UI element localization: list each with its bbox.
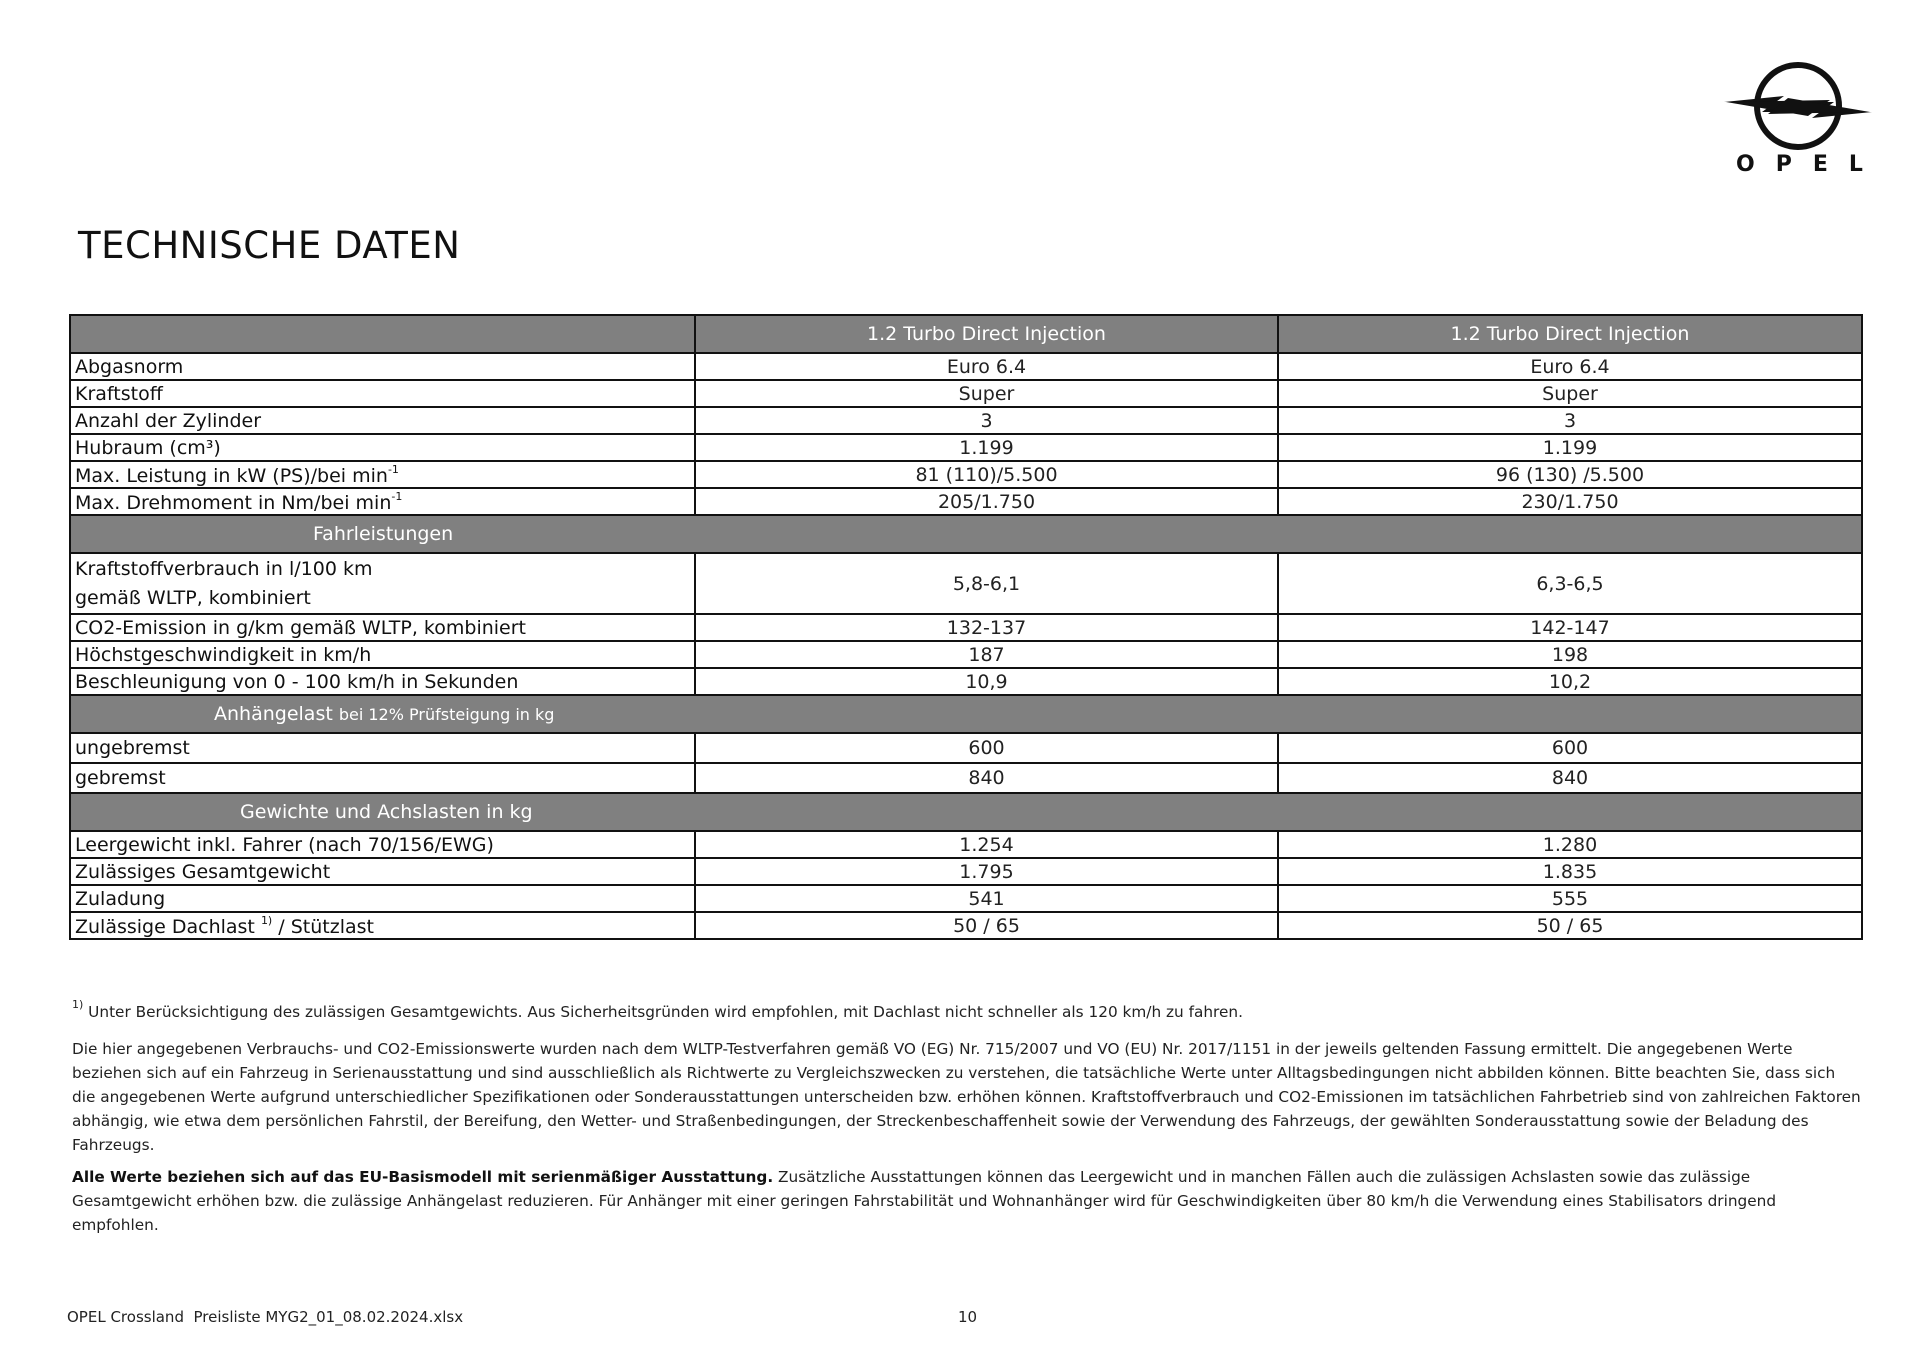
cell-value: 10,2 — [1278, 668, 1862, 695]
row-label — [70, 553, 695, 614]
cell-value: 10,9 — [695, 668, 1278, 695]
cell-value: 96 (130) /5.500 — [1278, 461, 1862, 488]
cell-value: 1.795 — [695, 858, 1278, 885]
cell-value: 205/1.750 — [695, 488, 1278, 515]
cell-value: 230/1.750 — [1278, 488, 1862, 515]
section-header-row — [70, 695, 1862, 733]
cell-value: 50 / 65 — [695, 912, 1278, 939]
row-label-text: Max. Leistung in kW (PS)/bei min — [75, 464, 388, 487]
cell-value: 541 — [695, 885, 1278, 912]
row-label: Hubraum (cm³) — [70, 434, 695, 461]
cell-value: 3 — [695, 407, 1278, 434]
section-header-row — [70, 793, 1862, 831]
table-row — [70, 614, 1862, 641]
basis-model-note — [72, 1165, 1862, 1237]
section-header-row — [70, 515, 1862, 553]
basis-model-note-text: Zusätzliche Ausstattungen können das Leergewicht und in manchen Fällen auch die zulässigen Achslasten sowie das zulässige Gesamtgewicht erhöhen bzw. die zulässige Anhängelast reduzieren. Für Anhänger mit einer geringen Fahrstabilität und Wohnanhänger wird für Geschwindigkeiten über 80 km/h die Verwendung eines Stabilisators dringend empfohlen. — [72, 1168, 1777, 1234]
section-header — [70, 515, 1862, 553]
table-row — [70, 668, 1862, 695]
wltp-note: Die hier angegebenen Verbrauchs- und CO2-Emissionswerte wurden nach dem WLTP-Testverfahren gemäß VO (EG) Nr. 715/2007 und VO (EU) Nr. 2017/1151 in der jeweils geltenden Fassung ermittelt. Die angegebenen Werte beziehen sich auf ein Fahrzeug in Serienausstattung und sind ausschließlich als Richtwerte zu Vergleichszwecken zu verstehen, die tatsächliche Werte unter Alltagsbedingungen nicht abbilden können. Bitte beachten Sie, dass sich die angegebenen Werte aufgrund unterschiedlicher Spezifikationen oder Sonderausstattungen unterscheiden bzw. erhöhen können. Kraftstoffverbrauch und CO2-Emissionen im tatsächlichen Fahrbetrieb sind von zahlreichen Faktoren abhängig, wie etwa dem persönlichen Fahrstil, der Bereifung, den Wetter- und Straßenbedingungen, der Streckenbeschaffenheit sowie der Verwendung des Fahrzeugs, der gewählten Sonderausstattung sowie der Beladung des Fahrzeugs. — [72, 1040, 1861, 1154]
cell-value: Euro 6.4 — [1278, 353, 1862, 380]
technical-data-table — [69, 314, 1863, 940]
superscript: -1 — [387, 462, 399, 476]
table-row — [70, 912, 1862, 939]
cell-value: 50 / 65 — [1278, 912, 1862, 939]
table-row — [70, 858, 1862, 885]
table-row — [70, 434, 1862, 461]
section-title: Anhängelast — [214, 703, 333, 725]
table-header-row — [70, 315, 1862, 353]
table-row — [70, 763, 1862, 793]
cell-value: Super — [695, 380, 1278, 407]
footnote-text: Unter Berücksichtigung des zulässigen Gesamtgewichts. Aus Sicherheitsgründen wird empfohlen, mit Dachlast nicht schneller als 120 km/h zu fahren. — [88, 1003, 1243, 1021]
superscript: 1) — [260, 913, 273, 927]
row-label: Zulässiges Gesamtgewicht — [70, 858, 695, 885]
footnote-marker: 1) — [72, 998, 84, 1011]
cell-value: 6,3-6,5 — [1278, 553, 1862, 614]
cell-value: 5,8-6,1 — [695, 553, 1278, 614]
row-label: Kraftstoff — [70, 380, 695, 407]
row-label — [70, 461, 695, 488]
cell-value: Euro 6.4 — [695, 353, 1278, 380]
basis-model-note-bold: Alle Werte beziehen sich auf das EU-Basismodell mit serienmäßiger Ausstattung. — [72, 1168, 774, 1186]
row-label: ungebremst — [70, 733, 695, 763]
opel-blitz-icon — [1722, 62, 1874, 154]
row-label — [70, 912, 695, 939]
footer-page-number: 10 — [958, 1308, 978, 1326]
cell-value: 81 (110)/5.500 — [695, 461, 1278, 488]
row-label: Höchstgeschwindigkeit in km/h — [70, 641, 695, 668]
cell-value: 198 — [1278, 641, 1862, 668]
cell-value: 840 — [695, 763, 1278, 793]
section-subtitle: bei 12% Prüfsteigung in kg — [338, 705, 555, 724]
row-label-suffix: / Stützlast — [272, 915, 374, 938]
column-header-engine-2: 1.2 Turbo Direct Injection — [1278, 315, 1862, 353]
footer-document-name: OPEL Crossland Preisliste MYG2_01_08.02.2024.xlsx — [67, 1308, 464, 1326]
table-row — [70, 488, 1862, 515]
page-title: TECHNISCHE DATEN — [78, 224, 461, 267]
opel-wordmark: OPEL — [1736, 152, 1884, 177]
section-header — [70, 793, 1862, 831]
table-row — [70, 733, 1862, 763]
row-label: Beschleunigung von 0 - 100 km/h in Sekunden — [70, 668, 695, 695]
cell-value: 1.254 — [695, 831, 1278, 858]
row-label-text: Max. Drehmoment in Nm/bei min — [75, 491, 392, 514]
row-label: gebremst — [70, 763, 695, 793]
cell-value: 840 — [1278, 763, 1862, 793]
cell-value: 555 — [1278, 885, 1862, 912]
cell-value: 1.835 — [1278, 858, 1862, 885]
footnote — [72, 993, 1862, 1024]
column-header-empty — [70, 315, 695, 353]
table-row — [70, 553, 1862, 614]
row-label — [70, 488, 695, 515]
cell-value: 132-137 — [695, 614, 1278, 641]
row-label: Anzahl der Zylinder — [70, 407, 695, 434]
cell-value: Super — [1278, 380, 1862, 407]
cell-value: 142-147 — [1278, 614, 1862, 641]
row-label: Abgasnorm — [70, 353, 695, 380]
cell-value: 600 — [695, 733, 1278, 763]
column-header-engine-1: 1.2 Turbo Direct Injection — [695, 315, 1278, 353]
table-row — [70, 380, 1862, 407]
row-label-line-2: gemäß WLTP, kombiniert — [75, 586, 311, 609]
opel-logo — [1722, 62, 1884, 180]
section-title: Fahrleistungen — [313, 523, 454, 545]
superscript: -1 — [391, 489, 403, 503]
section-title: Gewichte und Achslasten in kg — [240, 801, 533, 823]
table-row — [70, 885, 1862, 912]
row-label-line-1: Kraftstoffverbrauch in l/100 km — [75, 557, 373, 580]
table-row — [70, 641, 1862, 668]
cell-value: 1.199 — [695, 434, 1278, 461]
cell-value: 187 — [695, 641, 1278, 668]
table-row — [70, 461, 1862, 488]
table-row — [70, 831, 1862, 858]
table-row — [70, 407, 1862, 434]
row-label: Zuladung — [70, 885, 695, 912]
cell-value: 1.280 — [1278, 831, 1862, 858]
row-label: CO2-Emission in g/km gemäß WLTP, kombiniert — [70, 614, 695, 641]
row-label: Leergewicht inkl. Fahrer (nach 70/156/EWG) — [70, 831, 695, 858]
table-row — [70, 353, 1862, 380]
row-label-text: Zulässige Dachlast — [75, 915, 255, 938]
cell-value: 600 — [1278, 733, 1862, 763]
section-header — [70, 695, 1862, 733]
cell-value: 3 — [1278, 407, 1862, 434]
cell-value: 1.199 — [1278, 434, 1862, 461]
